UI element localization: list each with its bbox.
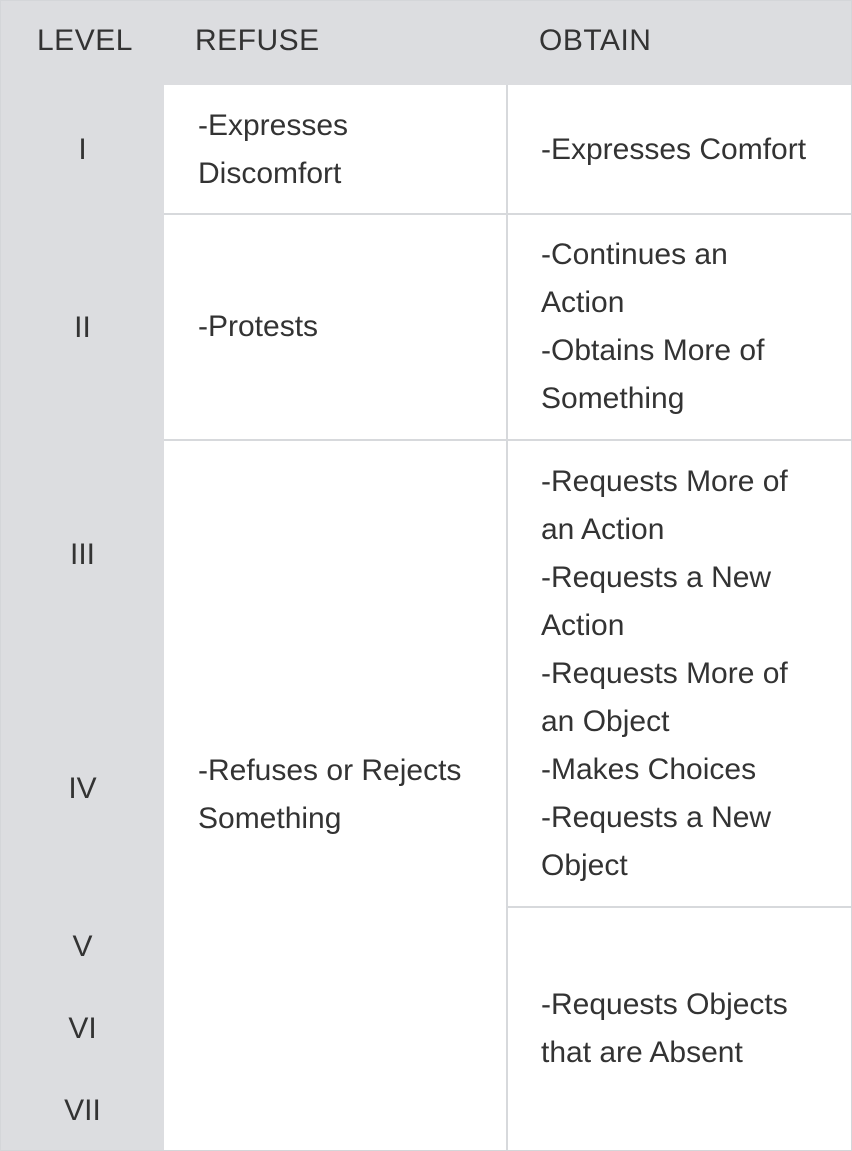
obtain-text-row4: -Requests Objects that are Absent: [541, 987, 788, 1069]
level-label-i: I: [78, 133, 87, 166]
row-divider: [507, 906, 851, 908]
refuse-text-row1: -Expresses Discomfort: [198, 108, 349, 190]
column-divider: [506, 85, 508, 1150]
obtain-text-row1: -Expresses Comfort: [541, 132, 807, 166]
refuse-cell-row1: [164, 85, 507, 214]
refuse-text-row3: -Refuses or Rejects Something: [198, 754, 462, 835]
obtain-cell-row2: [507, 214, 851, 440]
obtain-text-row2: -Continues an Action -Obtains More of Something: [541, 238, 765, 415]
header-refuse: REFUSE: [195, 24, 320, 57]
refuse-cell-row2: [164, 214, 507, 440]
obtain-cell-row4: [507, 907, 851, 1150]
obtain-text-row3: -Requests More of an Action -Requests a New Action -Requests More of an Object -Makes Choices -Requests a New Object: [541, 464, 788, 882]
level-label-v: V: [72, 930, 93, 963]
level-label-iv: IV: [68, 772, 97, 805]
level-label-vi: VI: [68, 1012, 97, 1045]
obtain-cell-row1: [507, 85, 851, 214]
obtain-cell-row3: [507, 440, 851, 907]
table-header: [1, 1, 851, 85]
row-divider: [164, 213, 851, 215]
level-column: [1, 85, 164, 1150]
refuse-text-row2: -Protests: [198, 310, 319, 343]
header-level: LEVEL: [37, 24, 133, 57]
refuse-cell-row3: [164, 440, 507, 1150]
table-body: [164, 85, 851, 1150]
row-divider: [164, 439, 851, 441]
level-label-vii: VII: [64, 1094, 101, 1127]
header-obtain: OBTAIN: [539, 24, 652, 57]
level-label-iii: III: [69, 538, 95, 571]
level-label-ii: II: [74, 311, 91, 344]
